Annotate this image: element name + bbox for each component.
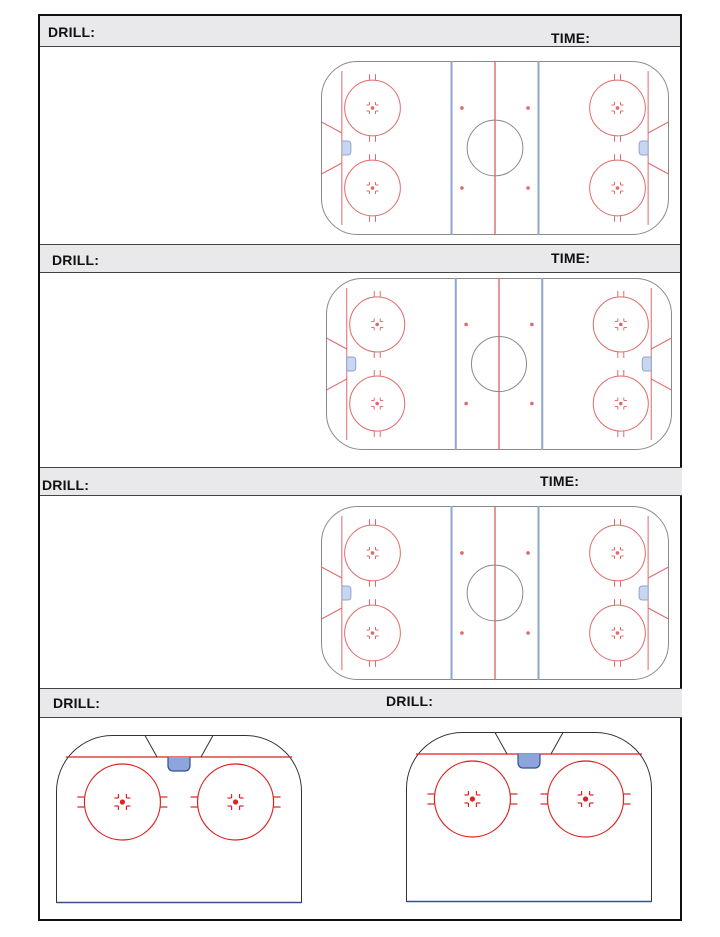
faceoff-dot: [371, 631, 375, 635]
goal-crease: [518, 754, 540, 768]
neutral-zone-dot: [526, 106, 530, 110]
faceoff-dot: [616, 106, 620, 110]
neutral-zone-dot: [460, 551, 464, 555]
drill-header-3: [40, 467, 682, 496]
goal-crease: [168, 757, 190, 771]
neutral-zone-dot: [526, 551, 530, 555]
faceoff-dot: [583, 796, 588, 801]
trapezoid-line: [648, 163, 668, 174]
faceoff-dot: [371, 186, 375, 190]
neutral-zone-dot: [464, 323, 468, 327]
neutral-zone-dot: [460, 106, 464, 110]
trapezoid-line: [322, 567, 342, 578]
drill-label-3: DRILL:: [42, 477, 90, 493]
trapezoid-line: [201, 736, 213, 758]
neutral-zone-dot: [530, 402, 534, 406]
faceoff-dot: [371, 551, 375, 555]
goal-crease-left: [342, 586, 351, 600]
faceoff-dot: [619, 402, 623, 406]
goal-crease-left: [342, 141, 351, 155]
neutral-zone-dot: [464, 402, 468, 406]
neutral-zone-dot: [530, 323, 534, 327]
faceoff-dot: [619, 323, 623, 327]
trapezoid-line: [322, 608, 342, 619]
time-label-2: TIME:: [551, 250, 591, 266]
half-rink-header: [40, 688, 682, 718]
full-rink-diagram-1: [321, 61, 669, 235]
neutral-zone-dot: [526, 186, 530, 190]
trapezoid-line: [145, 736, 157, 758]
trapezoid-line: [322, 122, 342, 133]
trapezoid-line: [648, 122, 668, 133]
faceoff-dot: [371, 106, 375, 110]
faceoff-dot: [375, 402, 379, 406]
faceoff-dot: [120, 799, 125, 804]
faceoff-dot: [616, 551, 620, 555]
goal-crease-right: [639, 141, 648, 155]
drill-label-1: DRILL:: [48, 24, 96, 40]
half-rink-drill-label-left: DRILL:: [53, 695, 101, 711]
neutral-zone-dot: [460, 631, 464, 635]
half-rink-diagram-right: [406, 732, 652, 902]
goal-crease-right: [639, 586, 648, 600]
trapezoid-line: [327, 338, 347, 349]
faceoff-dot: [616, 631, 620, 635]
goal-crease-right: [642, 357, 651, 371]
time-label-3: TIME:: [540, 473, 580, 489]
trapezoid-line: [651, 338, 671, 349]
half-rink-drill-label-right: DRILL:: [386, 693, 434, 709]
time-label-1: TIME:: [551, 30, 591, 46]
trapezoid-line: [648, 567, 668, 578]
trapezoid-line: [322, 163, 342, 174]
full-rink-diagram-2: [326, 278, 672, 450]
faceoff-dot: [616, 186, 620, 190]
faceoff-dot: [375, 323, 379, 327]
neutral-zone-dot: [460, 186, 464, 190]
trapezoid-line: [648, 608, 668, 619]
trapezoid-line: [327, 379, 347, 390]
faceoff-dot: [470, 796, 475, 801]
full-rink-diagram-3: [321, 506, 669, 680]
trapezoid-line: [495, 733, 507, 755]
trapezoid-line: [651, 379, 671, 390]
neutral-zone-dot: [526, 631, 530, 635]
drill-label-2: DRILL:: [52, 252, 100, 268]
half-rink-diagram-left: [56, 735, 302, 903]
trapezoid-line: [551, 733, 563, 755]
faceoff-dot: [233, 799, 238, 804]
goal-crease-left: [347, 357, 356, 371]
